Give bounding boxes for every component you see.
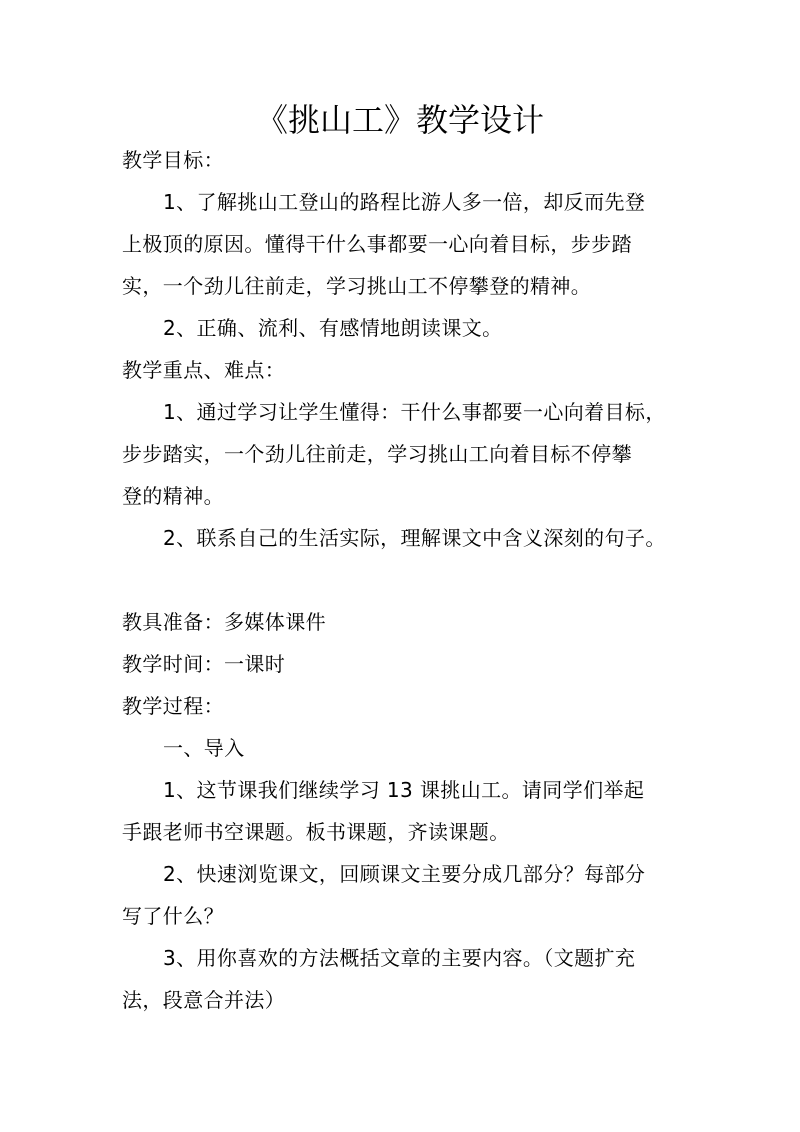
paragraph-line: 登的精神。 (122, 484, 224, 508)
paragraph-line: 写了什么？ (122, 904, 224, 928)
section-heading-process: 教学过程： (122, 694, 224, 718)
paragraph-line: 法，段意合并法） (122, 988, 286, 1012)
paragraph-line: 手跟老师书空课题。板书课题，齐读课题。 (122, 820, 510, 844)
paragraph-line: 上极顶的原因。懂得干什么事都要一心向着目标，步步踏 (122, 232, 632, 256)
section-heading-objectives: 教学目标： (122, 148, 224, 172)
paragraph-line: 步步踏实，一个劲儿往前走，学习挑山工向着目标不停攀 (122, 442, 632, 466)
paragraph-line: 实，一个劲儿往前走，学习挑山工不停攀登的精神。 (122, 274, 592, 298)
document-title: 《挑山工》教学设计 (255, 101, 544, 139)
paragraph-line: 1、了解挑山工登山的路程比游人多一倍，却反而先登 (163, 190, 646, 214)
paragraph-line: 2、正确、流利、有感情地朗读课文。 (163, 316, 503, 340)
teaching-time: 教学时间：一课时 (122, 652, 286, 676)
section-heading-key-points: 教学重点、难点： (122, 358, 286, 382)
paragraph-line: 2、联系自己的生活实际，理解课文中含义深刻的句子。 (163, 526, 666, 550)
paragraph-line: 1、通过学习让学生懂得：干什么事都要一心向着目标， (163, 400, 666, 424)
paragraph-line: 3、用你喜欢的方法概括文章的主要内容。（文题扩充 (163, 946, 636, 970)
subsection-heading-intro: 一、导入 (163, 736, 245, 760)
teaching-tools: 教具准备：多媒体课件 (122, 610, 326, 634)
paragraph-line: 1、这节课我们继续学习 13 课挑山工。请同学们举起 (163, 778, 645, 802)
paragraph-line: 2、快速浏览课文，回顾课文主要分成几部分？每部分 (163, 862, 646, 886)
